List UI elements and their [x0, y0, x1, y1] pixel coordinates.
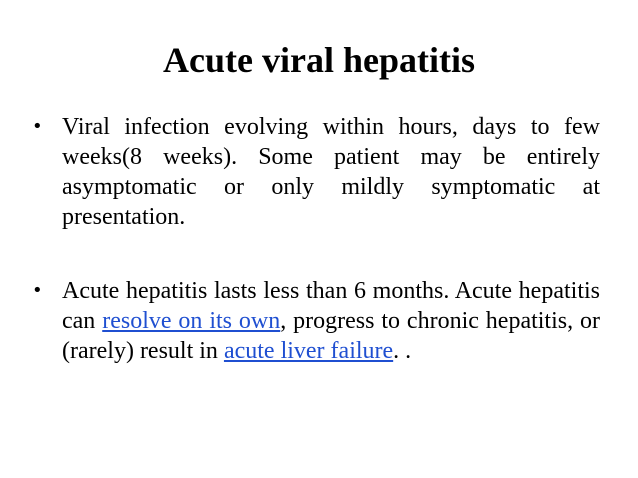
bullet-point-icon: • [32, 280, 43, 301]
bullet-text-start: Acute hepatitis lasts less than 6 months. Acute hepatitis can [62, 278, 600, 334]
slide-title: Acute viral hepatitis [163, 40, 475, 80]
resolve-on-its-own-link[interactable]: resolve on its own [102, 308, 281, 334]
bullet-item [28, 112, 600, 232]
bullet-item [28, 276, 600, 366]
bullet-point-icon: • [32, 116, 43, 137]
bullet-text: Viral infection evolving within hours, days to few weeks(8 weeks). Some patient may be entirely asymptomatic or only mildly symptomatic at presentation. [62, 114, 600, 230]
bullet-list [28, 112, 600, 366]
acute-liver-failure-link[interactable]: acute liver failure [223, 338, 394, 364]
bullet-text-end: . . [393, 338, 412, 364]
bullet-text-middle: , progress to chronic hepatitis, or (rarely) result in [62, 308, 600, 364]
